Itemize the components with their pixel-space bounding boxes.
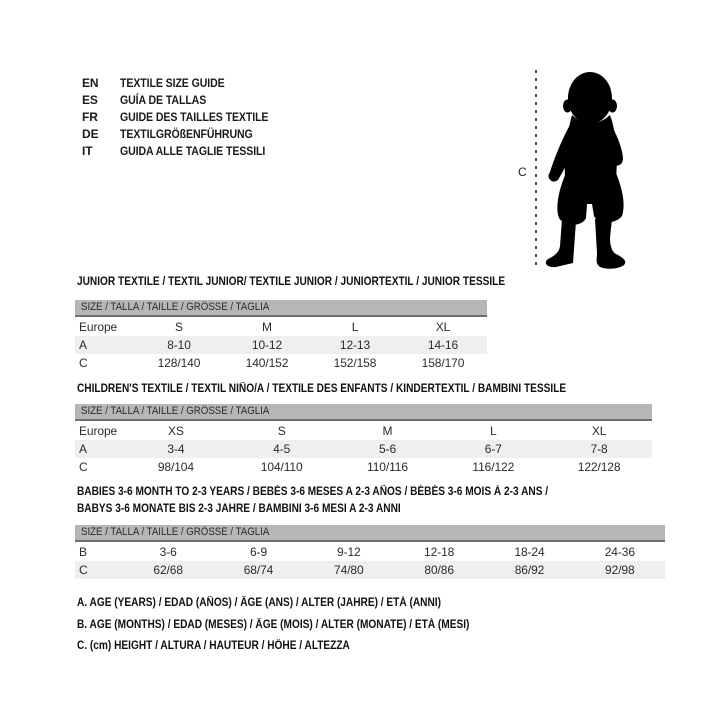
table-row — [75, 543, 665, 561]
table-cell: L — [490, 424, 497, 438]
table-cell: Europe — [79, 424, 118, 438]
children-table-title: CHILDREN'S TEXTILE / TEXTIL NIÑO/A / TEXTILE DES ENFANTS / KINDERTEXTIL / BAMBINI TESSILE — [77, 383, 567, 395]
language-label: GUÍA DE TALLAS — [120, 93, 207, 107]
language-row-es — [82, 92, 289, 109]
table-cell: 24-36 — [604, 545, 635, 559]
table-cell: 122/128 — [577, 460, 621, 474]
table-cell: Europe — [79, 320, 118, 334]
language-code: EN — [82, 76, 99, 90]
measure-legend — [77, 593, 523, 658]
legend-line-b: B. AGE (MONTHS) / EDAD (MESES) / ÂGE (MOIS) / ALTER (MONATE) / ETÀ (MESI) — [77, 618, 470, 631]
junior-table-title: JUNIOR TEXTILE / TEXTIL JUNIOR/ TEXTILE JUNIOR / JUNIORTEXTIL / JUNIOR TESSILE — [77, 276, 506, 288]
table-cell: C — [79, 460, 88, 474]
size-header-bar: SIZE / TALLA / TAILLE / GRÖSSE / TAGLIA — [75, 300, 487, 317]
language-label: TEXTILE SIZE GUIDE — [120, 76, 225, 90]
table-row — [75, 458, 652, 476]
table-cell: 14-16 — [427, 338, 459, 352]
toddler-silhouette-icon — [535, 57, 645, 275]
table-cell: S — [175, 320, 183, 334]
language-row-fr — [82, 109, 289, 126]
table-row — [75, 561, 665, 579]
table-cell: A — [79, 338, 87, 352]
table-cell: 12-13 — [339, 338, 371, 352]
table-cell: 80/86 — [424, 563, 454, 577]
junior-table — [75, 300, 487, 372]
table-cell: C — [79, 356, 88, 370]
table-cell: 6-7 — [484, 442, 502, 456]
table-cell: 116/122 — [472, 460, 515, 474]
table-cell: 4-5 — [273, 442, 291, 456]
table-cell: 104/110 — [260, 460, 303, 474]
table-cell: XL — [435, 320, 451, 334]
table-cell: XS — [167, 424, 184, 438]
table-cell: 62/68 — [153, 563, 183, 577]
table-cell: 7-8 — [590, 442, 608, 456]
table-cell: M — [382, 424, 393, 438]
babies-table-title: BABIES 3-6 MONTH TO 2-3 YEARS / BEBÉS 3-6 MESES A 2-3 AÑOS / BÉBÉS 3-6 MOIS À 2-3 ANS / BABYS 3-6 MONATE BIS 2-3 JAHRE / BAMBINI 3-6 MESI A 2-3 ANNI — [77, 486, 549, 515]
table-cell: 5-6 — [378, 442, 397, 456]
children-table — [75, 404, 652, 476]
table-cell: 12-18 — [424, 545, 455, 559]
legend-line-c: C. (cm) HEIGHT / ALTURA / HAUTEUR / HÖHE / ALTEZZA — [77, 640, 350, 652]
table-row — [75, 422, 652, 440]
language-row-en — [82, 75, 289, 92]
table-row — [75, 440, 652, 458]
language-label: TEXTILGRÖßENFÜHRUNG — [120, 127, 253, 141]
table-cell: M — [262, 320, 272, 334]
table-cell: 68/74 — [243, 563, 274, 577]
table-cell: 140/152 — [245, 356, 289, 370]
language-code: DE — [82, 127, 99, 141]
language-row-it — [82, 143, 289, 160]
table-cell: B — [79, 545, 87, 559]
language-row-de — [82, 126, 289, 143]
table-cell: 9-12 — [337, 545, 361, 559]
language-code: FR — [82, 110, 98, 124]
table-row — [75, 318, 487, 336]
size-header-bar: SIZE / TALLA / TAILLE / GRÖSSE / TAGLIA — [75, 404, 652, 421]
table-cell: 3-4 — [167, 442, 185, 456]
babies-table — [75, 525, 665, 579]
language-label: GUIDA ALLE TAGLIE TESSILI — [120, 144, 266, 158]
table-cell: 128/140 — [157, 356, 201, 370]
language-code: ES — [82, 93, 98, 107]
table-row — [75, 354, 487, 372]
table-cell: 92/98 — [605, 563, 635, 577]
table-row — [75, 336, 487, 354]
language-code: IT — [82, 144, 93, 158]
table-cell: 3-6 — [159, 545, 177, 559]
table-cell: 6-9 — [249, 545, 268, 559]
table-cell: C — [79, 563, 88, 577]
legend-line-a: A. AGE (YEARS) / EDAD (AÑOS) / ÂGE (ANS) / ALTER (JAHRE) / ETÀ (ANNI) — [77, 597, 441, 609]
language-list — [82, 75, 289, 160]
table-cell: XL — [591, 424, 607, 438]
table-cell: 86/92 — [514, 563, 545, 577]
language-label: GUIDE DES TAILLES TEXTILE — [120, 110, 269, 124]
table-cell: A — [79, 442, 87, 456]
table-cell: S — [277, 424, 286, 438]
table-cell: L — [351, 320, 359, 334]
table-cell: 74/80 — [334, 563, 364, 577]
size-header-bar: SIZE / TALLA / TAILLE / GRÖSSE / TAGLIA — [75, 525, 665, 542]
table-cell: 18-24 — [514, 545, 545, 559]
table-cell: 158/170 — [421, 356, 465, 370]
height-measure-label: C — [518, 165, 527, 179]
table-cell: 98/104 — [157, 460, 194, 474]
table-cell: 110/116 — [367, 460, 408, 474]
table-cell: 8-10 — [167, 338, 191, 352]
table-cell: 152/158 — [333, 356, 377, 370]
table-cell: 10-12 — [251, 338, 283, 352]
